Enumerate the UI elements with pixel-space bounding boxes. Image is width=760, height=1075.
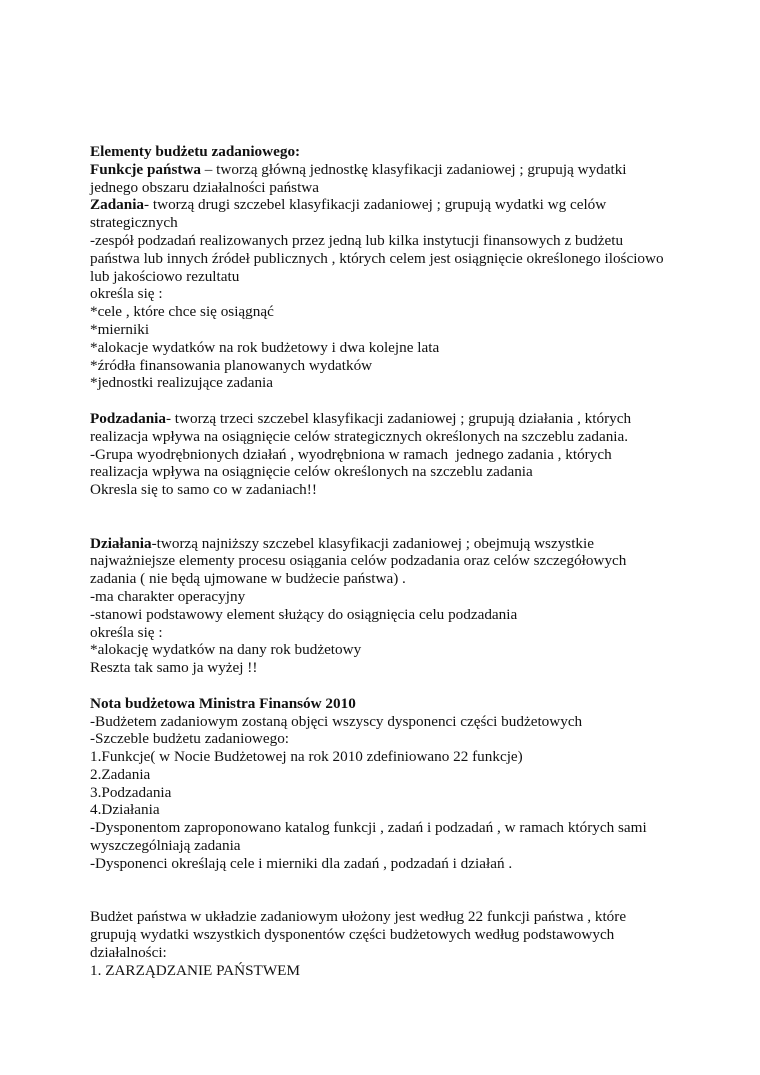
podzadania-paragraph-line-1	[90, 410, 710, 428]
zadania-line: *alokacje wydatków na rok budżetowy i dwa kolejne lata	[90, 338, 440, 356]
nota-heading: Nota budżetowa Ministra Finansów 2010	[90, 694, 356, 712]
funkcje-paragraph-line-2: jednego obszaru działalności państwa	[90, 178, 319, 196]
paragraph-spacer	[90, 499, 710, 535]
dzialania-line: najważniejsze elementy procesu osiągania celów podzadania oraz celów szczegółowych	[90, 552, 627, 570]
dzialania-line: -ma charakter operacyjny	[90, 587, 246, 605]
nota-line: -Dysponentom zaproponowano katalog funkcji , zadań i podzadań , w ramach których sami	[90, 819, 647, 837]
nota-line: -Szczeble budżetu zadaniowego:	[90, 730, 290, 748]
dzialania-line: zadania ( nie będą ujmowane w budżecie państwa) .	[90, 570, 406, 588]
nota-line: 4.Działania	[90, 801, 160, 819]
zadania-line: określa się :	[90, 285, 163, 303]
podzadania-line: realizacja wpływa na osiągnięcie celów określonych na szczeblu zadania	[90, 463, 533, 481]
podzadania-text: - tworzą trzeci szczebel klasyfikacji zadaniowej ; grupują działania , których	[165, 409, 632, 427]
podzadania-line: realizacja wpływa na osiągnięcie celów strategicznych określonych na szczeblu zadania.	[90, 427, 629, 445]
nota-line: -Dysponenci określają cele i mierniki dla zadań , podzadań i działań .	[90, 854, 513, 872]
document-page	[90, 143, 710, 979]
podzadania-term: Podzadania	[90, 409, 166, 427]
budzet-line: działalności:	[90, 943, 167, 961]
dzialania-text: -tworzą najniższy szczebel klasyfikacji zadaniowej ; obejmują wszystkie	[151, 534, 594, 552]
dzialania-line: Reszta tak samo ja wyżej !!	[90, 659, 258, 677]
zadania-line: -zespół podzadań realizowanych przez jedną lub kilka instytucji finansowych z budżetu	[90, 231, 624, 249]
zadania-line: *źródła finansowania planowanych wydatków	[90, 356, 373, 374]
nota-line: wyszczególniają zadania	[90, 837, 241, 855]
nota-line: 3.Podzadania	[90, 783, 172, 801]
zadania-line: *cele , które chce się osiągnąć	[90, 303, 274, 321]
dzialania-term: Działania	[90, 534, 152, 552]
nota-line: 2.Zadania	[90, 765, 151, 783]
nota-line: -Budżetem zadaniowym zostaną objęci wszyscy dysponenci części budżetowych	[90, 712, 583, 730]
podzadania-line: Okresla się to samo co w zadaniach!!	[90, 481, 317, 499]
nota-line: 1.Funkcje( w Nocie Budżetowej na rok 2010 zdefiniowano 22 funkcje)	[90, 748, 523, 766]
zadania-text: - tworzą drugi szczebel klasyfikacji zadaniowej ; grupują wydatki wg celów	[144, 196, 607, 214]
dzialania-line: określa się :	[90, 623, 163, 641]
zadania-line: *jednostki realizujące zadania	[90, 374, 273, 392]
paragraph-spacer	[90, 392, 710, 410]
paragraph-spacer	[90, 873, 710, 909]
zadania-term: Zadania	[90, 196, 145, 214]
dzialania-line: *alokację wydatków na dany rok budżetowy	[90, 641, 362, 659]
budzet-line: Budżet państwa w układzie zadaniowym ułożony jest według 22 funkcji państwa , które	[90, 908, 627, 926]
paragraph-spacer	[90, 677, 710, 695]
funkcje-paragraph-line-1	[90, 161, 710, 179]
budzet-line: grupują wydatki wszystkich dysponentów części budżetowych według podstawowych	[90, 926, 615, 944]
podzadania-line: -Grupa wyodrębnionych działań , wyodrębniona w ramach jednego zadania , których	[90, 445, 612, 463]
zadania-paragraph-line-1	[90, 196, 710, 214]
zadania-line: strategicznych	[90, 214, 178, 232]
zadania-line: *mierniki	[90, 320, 150, 338]
zadania-line: państwa lub innych źródeł publicznych , których celem jest osiągnięcie określonego ilościowo	[90, 249, 664, 267]
funkcje-term: Funkcje państwa	[90, 160, 201, 178]
dzialania-paragraph-line-1	[90, 535, 710, 553]
dzialania-line: -stanowi podstawowy element służący do osiągnięcia celu podzadania	[90, 605, 518, 623]
budzet-line: 1. ZARZĄDZANIE PAŃSTWEM	[90, 961, 300, 979]
document-heading: Elementy budżetu zadaniowego:	[90, 143, 301, 160]
zadania-line: lub jakościowo rezultatu	[90, 267, 240, 285]
funkcje-text: – tworzą główną jednostkę klasyfikacji zadaniowej ; grupują wydatki	[200, 160, 627, 178]
